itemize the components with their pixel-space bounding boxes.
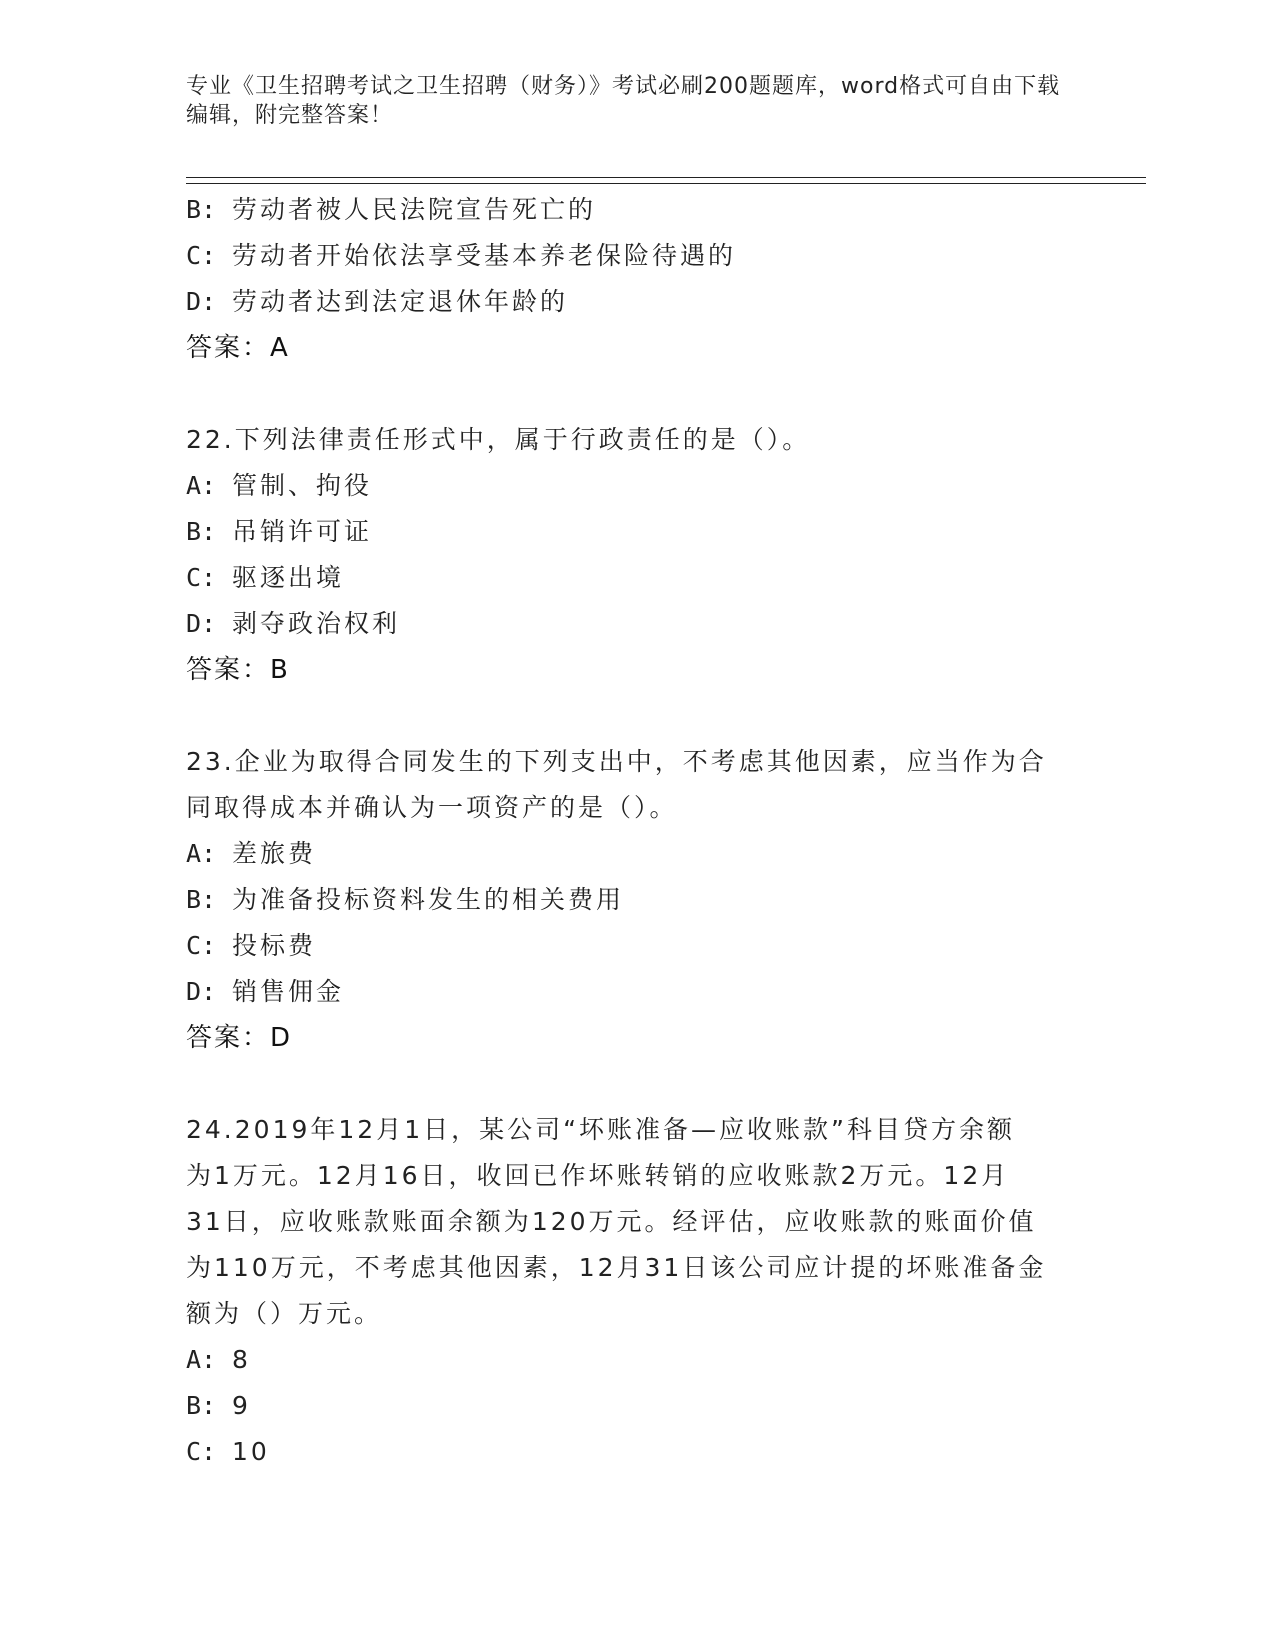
option-c: C: 驱逐出境 [186, 563, 345, 592]
question-stem-line: 为110万元，不考虑其他因素，12月31日该公司应计提的坏账准备金 [186, 1253, 1047, 1282]
question-stem-line: 额为（）万元。 [186, 1299, 383, 1328]
option-a: A: 管制、拘役 [186, 471, 373, 500]
option-d: D: 劳动者达到法定退休年龄的 [186, 287, 569, 316]
option-c: C: 劳动者开始依法享受基本养老保险待遇的 [186, 241, 737, 270]
question-stem-line: 31日，应收账款账面余额为120万元。经评估，应收账款的账面价值 [186, 1207, 1037, 1236]
document-header: 专业《卫生招聘考试之卫生招聘（财务）》考试必刷200题题库，word格式可自由下载编辑，附完整答案！ [186, 74, 1061, 128]
question-stem-line: 24.2019年12月1日，某公司“坏账准备—应收账款”科目贷方余额 [186, 1115, 1016, 1144]
question-stem: 22.下列法律责任形式中，属于行政责任的是（）。 [186, 425, 811, 454]
header-divider-bottom [186, 183, 1146, 184]
option-d: D: 销售佣金 [186, 977, 345, 1006]
question-21-continued [186, 187, 1086, 371]
spacer [186, 1061, 1086, 1107]
question-22 [186, 417, 1086, 693]
option-c: C: 10 [186, 1437, 270, 1466]
answer-line: 答案：A [186, 333, 290, 363]
question-23 [186, 739, 1086, 1061]
option-b: B: 劳动者被人民法院宣告死亡的 [186, 195, 597, 224]
spacer [186, 693, 1086, 739]
answer-line: 答案：D [186, 1023, 293, 1053]
question-24 [186, 1107, 1086, 1475]
header-divider-top [186, 177, 1146, 178]
question-stem-line: 为1万元。12月16日，收回已作坏账转销的应收账款2万元。12月 [186, 1161, 1010, 1190]
option-b: B: 吊销许可证 [186, 517, 373, 546]
option-b: B: 9 [186, 1391, 251, 1420]
option-d: D: 剥夺政治权利 [186, 609, 401, 638]
option-a: A: 差旅费 [186, 839, 317, 868]
question-stem-line: 23.企业为取得合同发生的下列支出中，不考虑其他因素，应当作为合 [186, 747, 1047, 776]
option-c: C: 投标费 [186, 931, 317, 960]
spacer [186, 371, 1086, 417]
answer-line: 答案：B [186, 655, 290, 685]
document-body [186, 187, 1086, 1475]
option-a: A: 8 [186, 1345, 251, 1374]
question-stem-line: 同取得成本并确认为一项资产的是（）。 [186, 793, 678, 822]
option-b: B: 为准备投标资料发生的相关费用 [186, 885, 625, 914]
